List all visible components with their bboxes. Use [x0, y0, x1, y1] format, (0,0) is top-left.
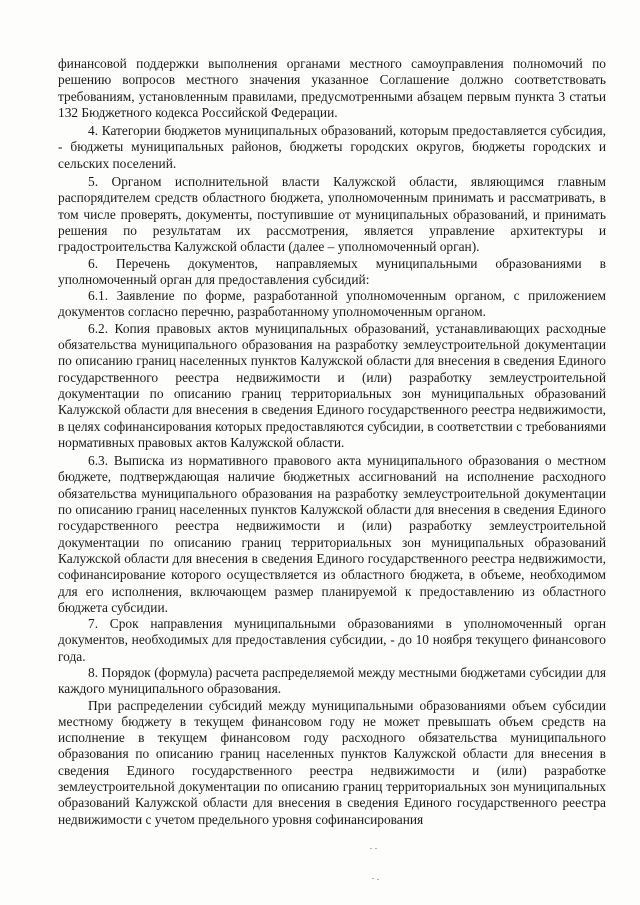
paragraph-item-5: 5. Органом исполнительной власти Калужской области, являющимся главным распорядителем средств областного бюджета, уполномоченным принимать и рассматривать, в том числе проверять, документы, поступившие от муниципальных образований, и принимать решения по результатам их рассмотрения, является управление архитектуры и градостроительства Калужской области (далее – уполномоченный орган).: [58, 174, 606, 255]
document-body: [58, 56, 606, 828]
scan-speck: [377, 879, 379, 880]
paragraph-item-6-2: 6.2. Копия правовых актов муниципальных образований, устанавливающих расходные обязательства муниципального образования на разработку землеустроительной документации по описанию границ населенных пунктов Калужской области для внесения в сведения Единого государственного реестра недвижимости и (или) разработку землеустроительной документации по описанию границ территориальных зон муниципальных образований Калужской области для внесения в сведения Единого государственного реестра недвижимости, в целях софинансирования которых предоставляются субсидии, в соответствии с требованиями нормативных правовых актов Калужской области.: [58, 320, 606, 450]
paragraph-item-6-1: 6.1. Заявление по форме, разработанной уполномоченным органом, с приложением документов согласно перечню, разработанному уполномоченным органом.: [58, 288, 606, 320]
scan-speck: [372, 878, 374, 879]
paragraph-item-8: 8. Порядок (формула) расчета распределяемой между местными бюджетами субсидии для каждого муниципального образования.: [58, 664, 606, 697]
paragraph-distribution: При распределении субсидий между муниципальными образованиями объем субсидии местному бюджету в текущем финансовом году не может превышать объем средств на исполнение в текущем финансовом году расходного обязательства муниципального образования по описанию границ населенных пунктов Калужской области для внесения в сведения Единого государственного реестра недвижимости и (или) разработке землеустроительной документации по описанию границ территориальных зон муниципальных образований Калужской области для внесения в сведения Единого государственного реестра недвижимости с учетом предельного уровня софинансирования: [58, 697, 606, 827]
scan-speck: [375, 848, 377, 849]
paragraph-item-4: 4. Категории бюджетов муниципальных образований, которым предоставляется субсидия, - бюджеты муниципальных районов, бюджеты городских округов, бюджеты городских и сельских поселений.: [58, 123, 606, 171]
paragraph-item-7: 7. Срок направления муниципальными образованиями в уполномоченный орган документов, необходимых для предоставления субсидии, - до 10 ноября текущего финансового года.: [58, 616, 606, 664]
scan-speck: [370, 848, 372, 849]
paragraph-item-6: 6. Перечень документов, направляемых муниципальными образованиями в уполномоченный орган для предоставления субсидий:: [58, 255, 606, 287]
paragraph-continuation: финансовой поддержки выполнения органами местного самоуправления полномочий по решению вопросов местного значения указанное Соглашение должно соответствовать требованиям, установленным правилами, предусмотренными абзацем первым пункта 3 статьи 132 Бюджетного кодекса Российской Федерации.: [58, 56, 606, 120]
paragraph-item-6-3: 6.3. Выписка из нормативного правового акта муниципального образования о местном бюджете, подтверждающая наличие бюджетных ассигнований на исполнение расходного обязательства муниципального образования на разработку землеустроительной документации по описанию границ населенных пунктов Калужской области для внесения в сведения Единого государственного реестра недвижимости и (или) разработку землеустроительной документации по описанию границ территориальных зон муниципальных образований Калужской области для внесения в сведения Единого государственного реестра недвижимости, софинансирование которого осуществляется из областного бюджета, в объеме, необходимом для его исполнения, включающем размер планируемой к предоставлению из областного бюджета субсидии.: [58, 453, 606, 615]
scan-specks: [370, 848, 382, 888]
